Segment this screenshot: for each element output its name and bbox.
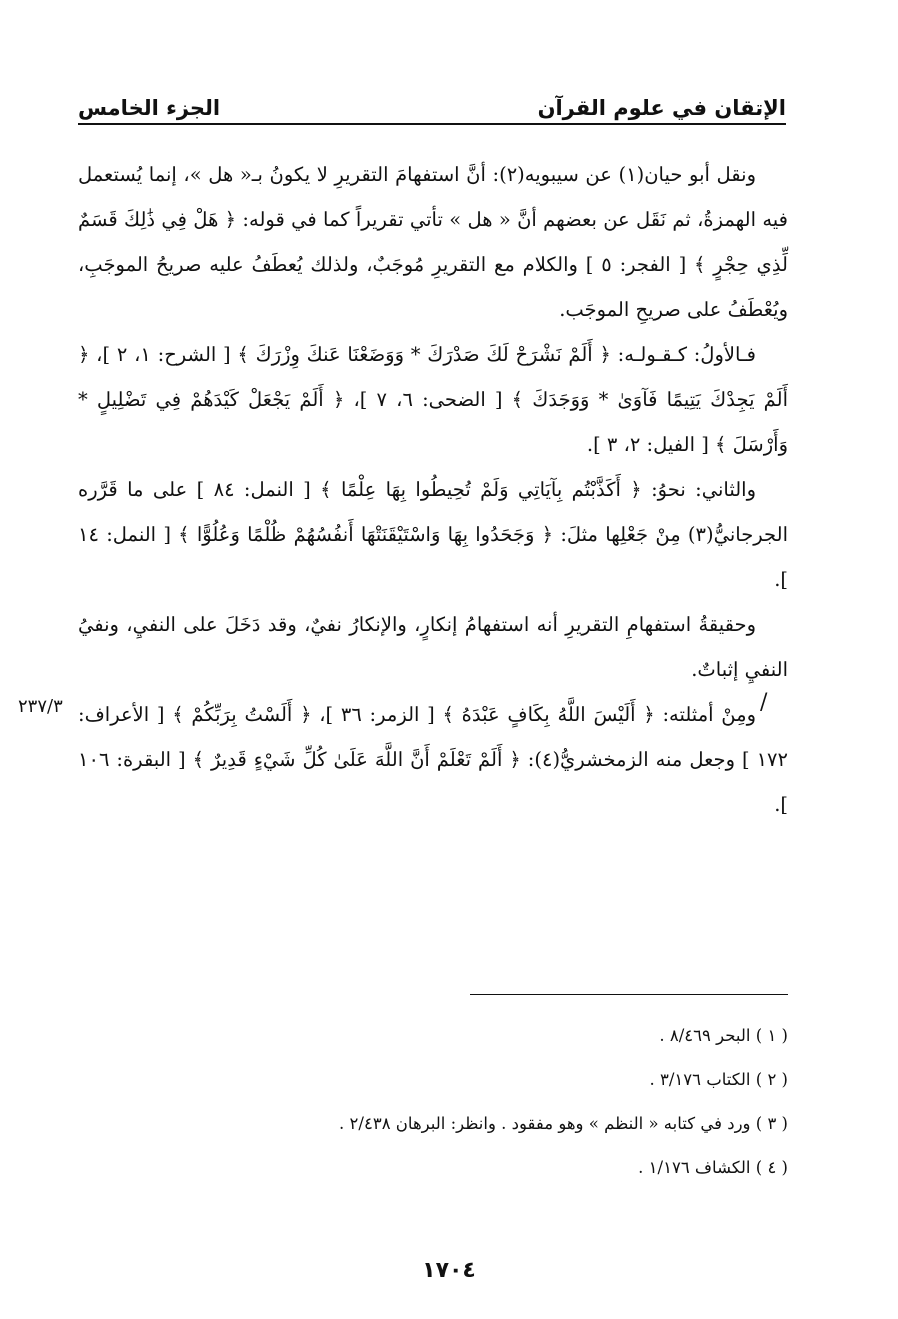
footnote-4: ( ٤ ) الكشاف ١/١٧٦ .: [638, 1158, 788, 1177]
footnote-1: ( ١ ) البحر ٨/٤٦٩ .: [659, 1026, 788, 1045]
footnote-3: ( ٣ ) ورد في كتابه « النظم » وهو مفقود . وانظر: البرهان ٢/٤٣٨ .: [339, 1114, 788, 1133]
page-header: [78, 80, 786, 120]
footnote-divider: [470, 994, 788, 995]
footnotes: [78, 1014, 788, 1190]
book-title: الإتقان في علوم القرآن: [537, 96, 786, 120]
margin-marker: /: [760, 690, 768, 715]
main-text: [78, 152, 788, 827]
margin-reference: ٢٣٧/٣: [18, 696, 63, 717]
paragraph-5: ومِنْ أمثلته: ﴿ أَلَيْسَ اللَّهُ بِكَافٍ عَبْدَهُ ﴾ [ الزمر: ٣٦ ]، ﴿ أَلَسْتُ بِرَبِّكُمْ ﴾ [ الأعراف: ١٧٢ ] وجعل منه الزمخشريُّ(٤): ﴿ أَلَمْ تَعْلَمْ أَنَّ اللَّهَ عَلَىٰ كُلِّ شَيْءٍ قَدِيرٌ ﴾ [ البقرة: ١٠٦ ].: [78, 703, 788, 816]
paragraph-4: وحقيقةُ استفهامِ التقريرِ أنه استفهامُ إنكارٍ، والإنكارُ نفيٌ، وقد دَخَلَ على النفيِ، ونفيُ النفيِ إثباتٌ.: [78, 613, 788, 681]
paragraph-3: والثاني: نحوُ: ﴿ أَكَذَّبْتُم بِآيَاتِي وَلَمْ تُحِيطُوا بِهَا عِلْمًا ﴾ [ النمل: ٨٤ ] على ما قَرَّره الجرجانيُّ(٣) مِنْ جَعْلِها مثلَ: ﴿ وَجَحَدُوا بِهَا وَاسْتَيْقَنَتْهَا أَنفُسُهُمْ ظُلْمًا وَعُلُوًّا ﴾ [ النمل: ١٤ ].: [78, 478, 788, 591]
paragraph-2: فـالأولُ: كـقـولـه: ﴿ أَلَمْ نَشْرَحْ لَكَ صَدْرَكَ * وَوَضَعْنَا عَنكَ وِزْرَكَ ﴾ [ الشرح: ١، ٢ ]، ﴿ أَلَمْ يَجِدْكَ يَتِيمًا فَآوَىٰ * وَوَجَدَكَ ﴾ [ الضحى: ٦، ٧ ]، ﴿ أَلَمْ يَجْعَلْ كَيْدَهُمْ فِي تَضْلِيلٍ * وَأَرْسَلَ ﴾ [ الفيل: ٢، ٣ ].: [78, 343, 788, 456]
footnote-2: ( ٢ ) الكتاب ٣/١٧٦ .: [649, 1070, 788, 1089]
volume-label: الجزء الخامس: [78, 96, 221, 120]
header-divider: [78, 123, 786, 125]
page-number: ١٧٠٤: [422, 1258, 476, 1283]
paragraph-1: ونقل أبو حيان(١) عن سيبويه(٢): أنَّ استفهامَ التقريرِ لا يكونُ بـ« هل »، إنما يُستعمل فيه الهمزةُ، ثم نَقَل عن بعضهم أنَّ « هل » تأتي تقريراً كما في قوله: ﴿ هَلْ فِي ذَٰلِكَ قَسَمٌ لِّذِي حِجْرٍ ﴾ [ الفجر: ٥ ] والكلام مع التقريرِ مُوجَبٌ، ولذلك يُعطَفُ عليه صريحُ الموجَبِ، ويُعْطَفُ على صريحِ الموجَب.: [78, 163, 788, 321]
